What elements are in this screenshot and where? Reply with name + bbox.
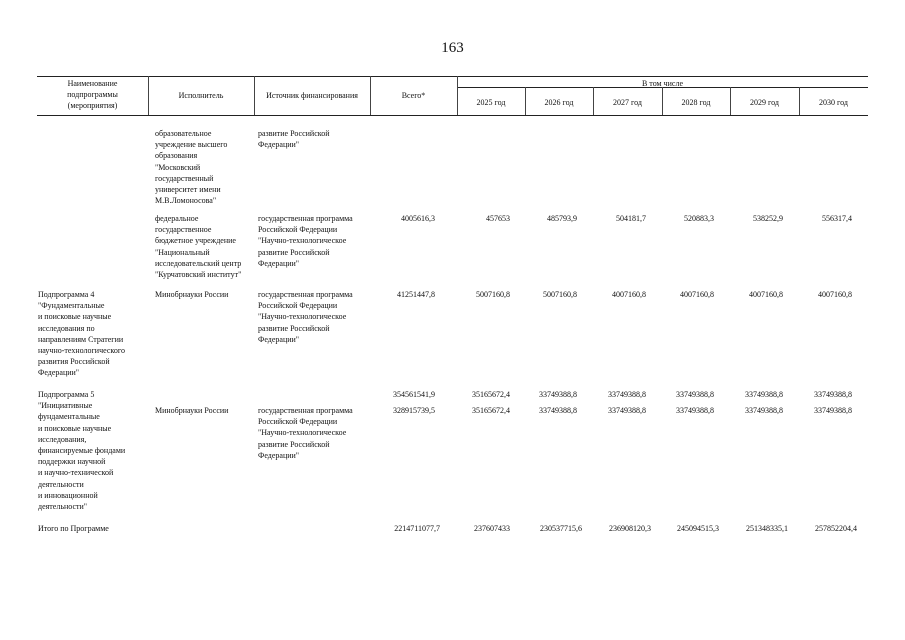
subprogram-name-cell: Подпрограмма 5 "Инициативные фундаментальные и поисковые научные исследования, финансируемые фондами поддержки научной и научно-технической деятельности и инновационной деятельности" bbox=[38, 390, 126, 512]
year-cell: 556317,4 bbox=[822, 214, 852, 223]
header-year: 2027 год bbox=[613, 98, 642, 107]
source-cell: государственная программа Российской Федерации "Научно-технологическое развитие Российской Федерации" bbox=[258, 290, 353, 344]
year-cell: 33749388,8 bbox=[814, 390, 852, 399]
year-cell: 4007160,8 bbox=[818, 290, 852, 299]
year-cell: 35165672,4 bbox=[472, 390, 510, 399]
year-cell: 33749388,8 bbox=[745, 406, 783, 415]
header-executor-column: Исполнитель bbox=[178, 91, 224, 100]
year-cell: 5007160,8 bbox=[476, 290, 510, 299]
year-cell: 520883,3 bbox=[684, 214, 714, 223]
year-cell: 245094515,3 bbox=[677, 524, 719, 533]
header-year: 2025 год bbox=[476, 98, 506, 107]
year-cell: 33749388,8 bbox=[539, 390, 577, 399]
year-cell: 4007160,8 bbox=[680, 290, 714, 299]
year-cell: 457653 bbox=[486, 214, 510, 223]
executor-cell: Минобрнауки России bbox=[155, 290, 229, 299]
header-year: 2029 год bbox=[750, 98, 779, 107]
header-source-column: Источник финансирования bbox=[266, 91, 358, 100]
total-cell: 2214711077,7 bbox=[394, 524, 440, 533]
page-number: 163 bbox=[441, 40, 464, 56]
year-cell: 257852204,4 bbox=[815, 524, 857, 533]
year-cell: 33749388,8 bbox=[745, 390, 783, 399]
executor-cell: федеральное государственное бюджетное учреждение "Национальный исследовательский центр "Курчатовский институт" bbox=[155, 214, 242, 280]
source-cell: развитие Российской Федерации" bbox=[258, 129, 330, 150]
year-cell: 4007160,8 bbox=[612, 290, 646, 299]
executor-cell: Минобрнауки России bbox=[155, 406, 229, 415]
year-cell: 33749388,8 bbox=[676, 406, 714, 415]
total-row-label: Итого по Программе bbox=[38, 524, 109, 533]
total-cell: 4005616,3 bbox=[401, 214, 435, 223]
source-cell: государственная программа Российской Федерации "Научно-технологическое развитие Российской Федерации" bbox=[258, 214, 353, 268]
year-cell: 5007160,8 bbox=[543, 290, 577, 299]
header-name-column: Наименование подпрограммы (мероприятия) bbox=[67, 79, 118, 111]
year-cell: 33749388,8 bbox=[814, 406, 852, 415]
year-cell: 33749388,8 bbox=[539, 406, 577, 415]
year-cell: 237607433 bbox=[474, 524, 510, 533]
year-cell: 4007160,8 bbox=[749, 290, 783, 299]
year-cell: 538252,9 bbox=[753, 214, 783, 223]
source-cell: государственная программа Российской Федерации "Научно-технологическое развитие Российской Федерации" bbox=[258, 406, 353, 460]
executor-cell: образовательное учреждение высшего образования "Московский государственный университет имени М.В.Ломоносова" bbox=[155, 129, 228, 206]
header-year: 2026 год bbox=[544, 98, 574, 107]
year-cell: 230537715,6 bbox=[540, 524, 582, 533]
header-year: 2030 год bbox=[819, 98, 848, 107]
total-cell: 328915739,5 bbox=[393, 406, 435, 415]
year-cell: 485793,9 bbox=[547, 214, 577, 223]
year-cell: 236908120,3 bbox=[609, 524, 651, 533]
year-cell: 504181,7 bbox=[616, 214, 646, 223]
total-cell: 354561541,9 bbox=[393, 390, 435, 399]
header-total-column: Всего* bbox=[401, 91, 426, 100]
total-cell: 41251447,8 bbox=[397, 290, 435, 299]
year-cell: 251348335,1 bbox=[746, 524, 788, 533]
year-cell: 33749388,8 bbox=[608, 390, 646, 399]
year-cell: 33749388,8 bbox=[608, 406, 646, 415]
year-cell: 35165672,4 bbox=[472, 406, 510, 415]
year-cell: 33749388,8 bbox=[676, 390, 714, 399]
header-including: В том числе bbox=[641, 79, 684, 88]
header-year: 2028 год bbox=[681, 98, 711, 107]
subprogram-name-cell: Подпрограмма 4 "Фундаментальные и поисковые научные исследования по направлениям Стратегии научно-технологического развития Российской Федерации" bbox=[38, 290, 125, 378]
